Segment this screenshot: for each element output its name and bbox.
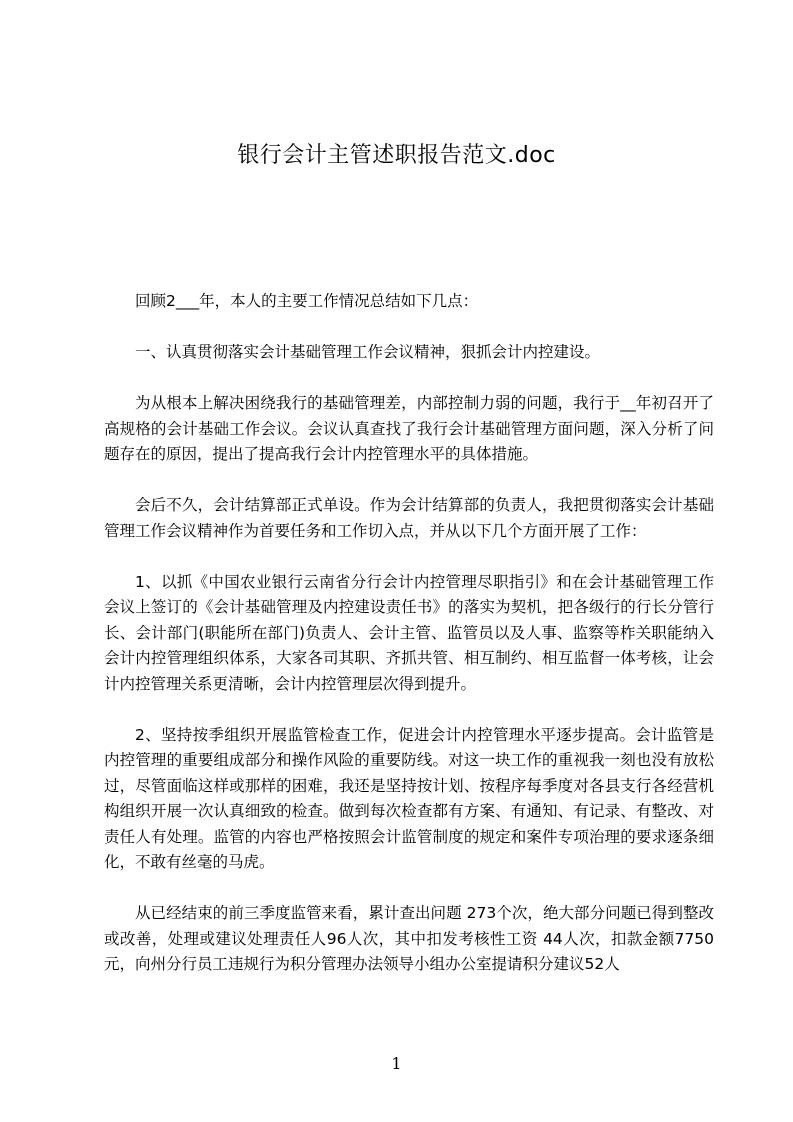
page-number: 1 [391, 1054, 402, 1073]
document-title: 银行会计主管述职报告范文.doc [237, 143, 556, 168]
paragraph-department-setup: 会后不久，会计结算部正式单设。作为会计结算部的负责人，我把贯彻落实会计基础管理工作会议精神作为首要任务和工作切入点，并从以下几个方面开展了工作： [104, 496, 714, 540]
document-body [104, 289, 714, 1003]
paragraph-item-1: 1、以抓《中国农业银行云南省分行会计内控管理尽职指引》和在会计基础管理工作会议上签订的《会计基础管理及内控建设责任书》的落实为契机，把各级行的行长分管行长、会计部门(职能所在部门)负责人、会计主管、监管员以及人事、监察等柞关职能纳入会计内控管理组织体系，大家各司其职、齐抓共管、相互制约、相互监督一体考核，让会计内控管理关系更清晰，会计内控管理层次得到提升。 [104, 572, 714, 693]
paragraph-background: 为从根本上解决困绕我行的基础管理差，内部控制力弱的问题，我行于__年初召开了高规格的会计基础工作会议。会议认真查找了我行会计基础管理方面问题，深入分析了问题存在的原因，提出了提高我行会计内控管理水平的具体措施。 [104, 394, 714, 463]
paragraph-intro: 回顾2___年，本人的主要工作情况总结如下几点： [135, 292, 479, 310]
paragraph-item-2: 2、坚持按季组织开展监管检查工作，促进会计内控管理水平逐步提高。会计监管是内控管理的重要组成部分和操作风险的重要防线。对这一块工作的重视我一刻也没有放松过，尽管面临这样或那样的困难，我还是坚持按计划、按程序每季度对各县支行各经营机构组织开展一次认真细致的检查。做到每次检查都有方案、有通知、有记录、有整改、对责任人有处理。监管的内容也严格按照会计监管制度的规定和案件专项治理的要求逐条细化，不敢有丝毫的马虎。 [104, 725, 714, 871]
paragraph-results: 从已经结束的前三季度监管来看，累计查出问题 273个次，绝大部分问题已得到整改或改善，处理或建议处理责任人96人次，其中扣发考核性工资 44人次，扣款金额7750元，向州分行员工违规行为积分管理办法领导小组办公室提请积分建议52人 [104, 904, 714, 973]
paragraph-section-heading: 一、认真贯彻落实会计基础管理工作会议精神，狠抓会计内控建设。 [135, 343, 601, 361]
